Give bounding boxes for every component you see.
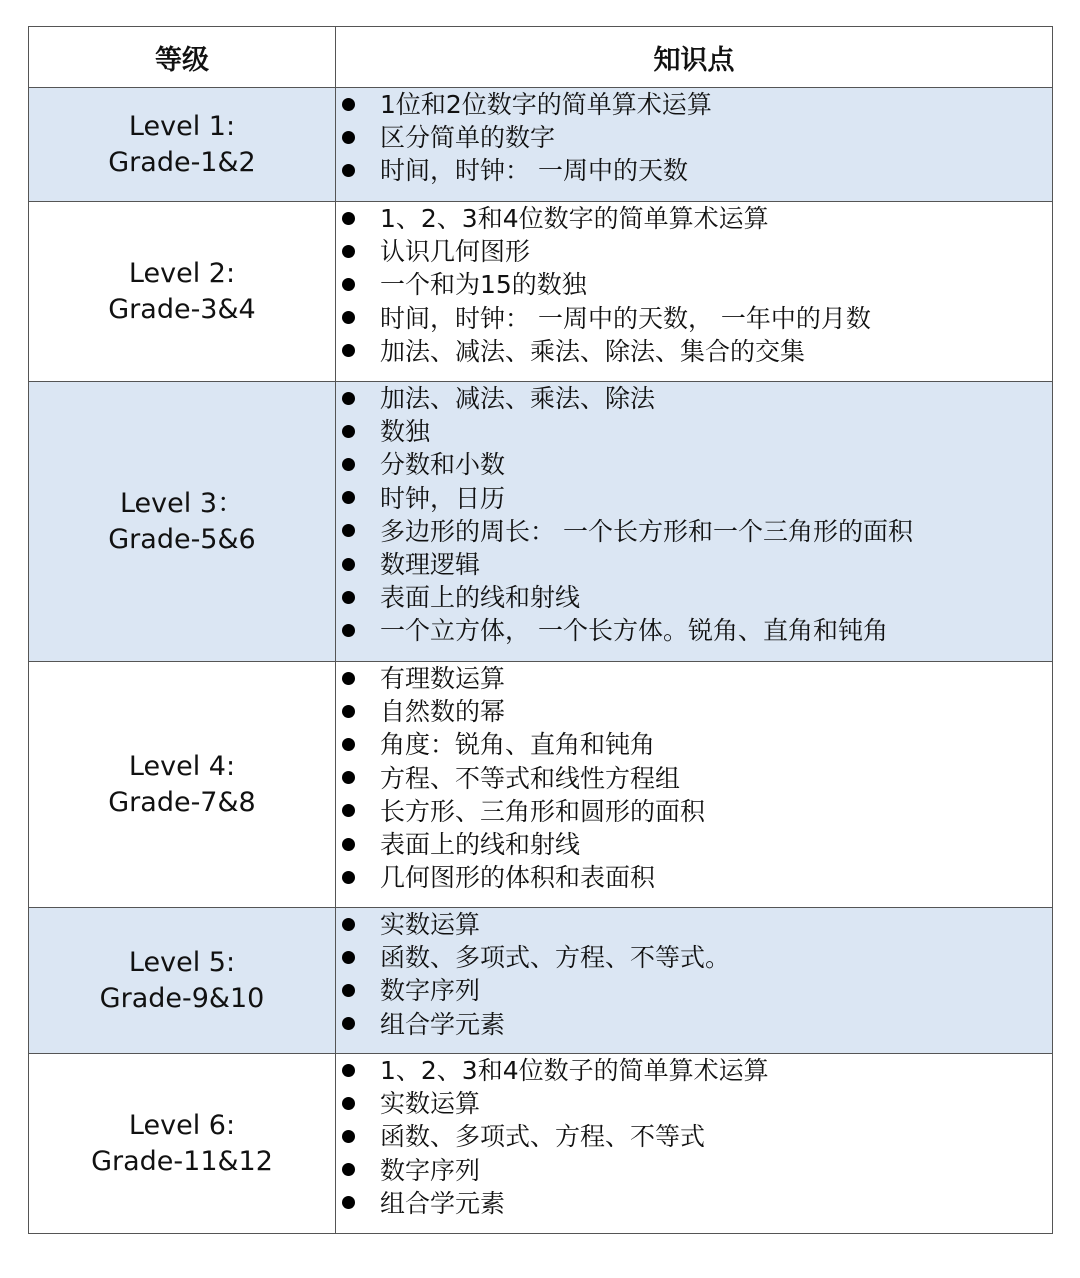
- topic-list: [336, 88, 1052, 188]
- topic-list: [336, 662, 1052, 894]
- list-item: 组合学元素: [336, 1187, 1052, 1220]
- table-row: [29, 382, 1053, 662]
- bullet-icon: [342, 245, 355, 258]
- grade-label: Grade-3&4: [108, 293, 256, 325]
- list-item: 数独: [336, 415, 1052, 448]
- level-cell: [29, 662, 336, 908]
- level-cell: [29, 1054, 336, 1234]
- table-row: [29, 908, 1053, 1054]
- bullet-icon: [342, 458, 355, 471]
- list-item: 加法、减法、乘法、除法、集合的交集: [336, 335, 1052, 368]
- list-item: 实数运算: [336, 908, 1052, 941]
- list-item: 时间，时钟： 一周中的天数: [336, 154, 1052, 187]
- table-row: [29, 202, 1053, 382]
- list-item: 有理数运算: [336, 662, 1052, 695]
- bullet-icon: [342, 591, 355, 604]
- list-item: 表面上的线和射线: [336, 828, 1052, 861]
- list-item: 1、2、3和4位数子的简单算术运算: [336, 1054, 1052, 1087]
- bullet-icon: [342, 344, 355, 357]
- list-item: 几何图形的体积和表面积: [336, 861, 1052, 894]
- list-item: 时钟，日历: [336, 482, 1052, 515]
- bullet-icon: [342, 918, 355, 931]
- list-item: 表面上的线和射线: [336, 581, 1052, 614]
- list-item: 区分简单的数字: [336, 121, 1052, 154]
- list-item: 一个和为15的数独: [336, 268, 1052, 301]
- bullet-icon: [342, 278, 355, 291]
- grade-label: Grade-9&10: [99, 982, 265, 1014]
- bullet-icon: [342, 1163, 355, 1176]
- bullet-icon: [342, 1064, 355, 1077]
- level-label: Level 5:: [128, 946, 236, 978]
- level-cell: [29, 908, 336, 1054]
- list-item: 自然数的幂: [336, 695, 1052, 728]
- grade-label: Grade-11&12: [91, 1145, 273, 1177]
- bullet-icon: [342, 212, 355, 225]
- grade-label: Grade-1&2: [108, 146, 256, 178]
- bullet-icon: [342, 705, 355, 718]
- bullet-icon: [342, 804, 355, 817]
- bullet-icon: [342, 1097, 355, 1110]
- level-label: Level 1:: [128, 110, 236, 142]
- list-item: 认识几何图形: [336, 235, 1052, 268]
- table-row: [29, 662, 1053, 908]
- bullet-icon: [342, 624, 355, 637]
- bullet-icon: [342, 491, 355, 504]
- list-item: 函数、多项式、方程、不等式: [336, 1120, 1052, 1153]
- topic-list: [336, 202, 1052, 368]
- list-item: 函数、多项式、方程、不等式。: [336, 941, 1052, 974]
- list-item: 分数和小数: [336, 448, 1052, 481]
- topics-cell: [336, 1054, 1053, 1234]
- list-item: 实数运算: [336, 1087, 1052, 1120]
- bullet-icon: [342, 131, 355, 144]
- bullet-icon: [342, 311, 355, 324]
- level-cell: [29, 88, 336, 202]
- bullet-icon: [342, 838, 355, 851]
- level-label: Level 3：: [119, 487, 245, 519]
- level-label: Level 4:: [128, 750, 236, 782]
- list-item: 数字序列: [336, 1154, 1052, 1187]
- topic-list: [336, 908, 1052, 1041]
- bullet-icon: [342, 164, 355, 177]
- header-topics: 知识点: [336, 27, 1053, 88]
- list-item: 长方形、三角形和圆形的面积: [336, 795, 1052, 828]
- level-cell: [29, 382, 336, 662]
- header-level: 等级: [29, 27, 336, 88]
- table-row: [29, 1054, 1053, 1234]
- bullet-icon: [342, 392, 355, 405]
- topics-cell: [336, 662, 1053, 908]
- bullet-icon: [342, 1017, 355, 1030]
- list-item: 方程、不等式和线性方程组: [336, 762, 1052, 795]
- list-item: 数字序列: [336, 974, 1052, 1007]
- list-item: 组合学元素: [336, 1008, 1052, 1041]
- topics-cell: [336, 908, 1053, 1054]
- list-item: 1、2、3和4位数字的简单算术运算: [336, 202, 1052, 235]
- bullet-icon: [342, 738, 355, 751]
- bullet-icon: [342, 1130, 355, 1143]
- bullet-icon: [342, 951, 355, 964]
- list-item: 多边形的周长： 一个长方形和一个三角形的面积: [336, 515, 1052, 548]
- bullet-icon: [342, 771, 355, 784]
- list-item: 加法、减法、乘法、除法: [336, 382, 1052, 415]
- curriculum-table: [28, 26, 1053, 1234]
- topic-list: [336, 1054, 1052, 1220]
- grade-label: Grade-5&6: [108, 523, 256, 555]
- bullet-icon: [342, 98, 355, 111]
- list-item: 数理逻辑: [336, 548, 1052, 581]
- topic-list: [336, 382, 1052, 648]
- bullet-icon: [342, 984, 355, 997]
- table-row: [29, 88, 1053, 202]
- list-item: 一个立方体， 一个长方体。锐角、直角和钝角: [336, 614, 1052, 647]
- list-item: 角度：锐角、直角和钝角: [336, 728, 1052, 761]
- table-header-row: [29, 27, 1053, 88]
- bullet-icon: [342, 871, 355, 884]
- bullet-icon: [342, 672, 355, 685]
- grade-label: Grade-7&8: [108, 786, 256, 818]
- bullet-icon: [342, 558, 355, 571]
- level-cell: [29, 202, 336, 382]
- bullet-icon: [342, 524, 355, 537]
- list-item: 1位和2位数字的简单算术运算: [336, 88, 1052, 121]
- topics-cell: [336, 202, 1053, 382]
- level-label: Level 6:: [128, 1109, 236, 1141]
- bullet-icon: [342, 1196, 355, 1209]
- topics-cell: [336, 88, 1053, 202]
- topics-cell: [336, 382, 1053, 662]
- list-item: 时间，时钟： 一周中的天数， 一年中的月数: [336, 302, 1052, 335]
- level-label: Level 2:: [128, 257, 236, 289]
- bullet-icon: [342, 425, 355, 438]
